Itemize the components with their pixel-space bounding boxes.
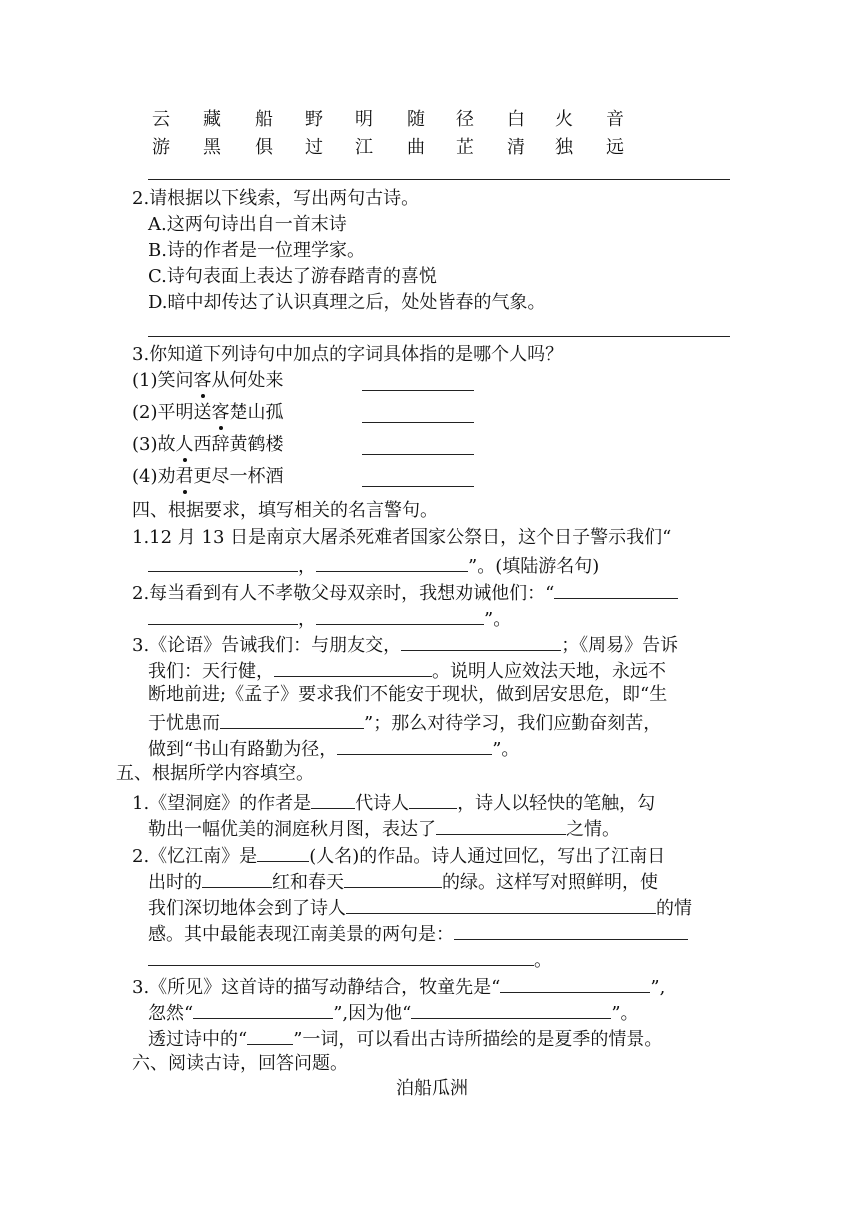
- answer-line[interactable]: [148, 336, 730, 337]
- char: 黑: [203, 137, 221, 158]
- answer-blank[interactable]: [411, 1000, 611, 1019]
- char: 藏: [203, 109, 221, 130]
- char: 游: [152, 137, 170, 158]
- char: 远: [606, 137, 624, 158]
- s5-q1-line1: 1.《望洞庭》的作者是 代诗人 ，诗人以轻快的笔触，勾: [132, 790, 655, 815]
- s4-q2-line1: 2.每当看到有人不孝敬父母双亲时，我想劝诫他们：“: [132, 580, 678, 605]
- q2-clue-b: B.诗的作者是一位理学家。: [148, 240, 365, 261]
- section-4-heading: 四、根据要求，填写相关的名言警句。: [132, 500, 438, 521]
- q2-title: 2.请根据以下线索，写出两句古诗。: [132, 188, 420, 209]
- answer-blank[interactable]: [500, 974, 650, 993]
- s5-q2-line2: 出时的 红和春天 的绿。这样写对照鲜明，使: [148, 869, 658, 894]
- char: 野: [305, 109, 323, 130]
- answer-blank[interactable]: [274, 658, 432, 677]
- char: 白: [507, 109, 525, 130]
- answer-blank[interactable]: [316, 553, 468, 572]
- answer-blank[interactable]: [148, 606, 298, 625]
- s5-q3-line3: 透过诗中的“ ”一词，可以看出古诗所描绘的是夏季的情景。: [148, 1026, 662, 1051]
- char: 船: [255, 109, 273, 130]
- answer-blank[interactable]: [344, 869, 442, 888]
- char: 江: [355, 137, 373, 158]
- s4-q1-line1: 1.12 月 13 日是南京大屠杀死难者国家公祭日，这个日子警示我们“: [132, 527, 672, 548]
- answer-blank[interactable]: [247, 1026, 293, 1045]
- char: 音: [606, 109, 624, 130]
- q2-clue-d: D.暗中却传达了认识真理之后，处处皆春的气象。: [148, 292, 546, 313]
- q3-item-1: (1)笑问客从何处来: [132, 370, 284, 391]
- char: 独: [555, 137, 573, 158]
- answer-blank[interactable]: [316, 606, 484, 625]
- answer-blank[interactable]: [202, 869, 272, 888]
- char: 曲: [407, 137, 425, 158]
- answer-blank[interactable]: [311, 790, 355, 809]
- q2-clue-c: C.诗句表面上表达了游春踏青的喜悦: [148, 266, 437, 287]
- s5-q1-line2: 勒出一幅优美的洞庭秋月图，表达了 之情。: [148, 816, 620, 841]
- answer-blank[interactable]: [362, 454, 474, 455]
- s4-q3-line2: 我们：天行健， 。说明人应效法天地，永远不: [148, 658, 666, 683]
- char: 明: [355, 109, 373, 130]
- answer-blank[interactable]: [362, 486, 474, 487]
- answer-blank[interactable]: [401, 632, 561, 651]
- s5-q2-line4: 感。其中最能表现江南美景的两句是：: [148, 921, 688, 946]
- answer-blank[interactable]: [346, 895, 656, 914]
- answer-line[interactable]: [148, 179, 730, 180]
- char: 芷: [456, 137, 474, 158]
- char: 过: [305, 137, 323, 158]
- s4-q1-line2: ， ”。(填陆游名句): [148, 553, 599, 578]
- answer-blank[interactable]: [257, 843, 309, 862]
- section-5-heading: 五、根据所学内容填空。: [116, 763, 314, 784]
- s4-q3-line5: 做到“书山有路勤为径， ”。: [148, 736, 519, 761]
- s5-q2-line3: 我们深切地体会到了诗人 的情: [148, 895, 692, 920]
- q3-title: 3.你知道下列诗句中加点的字词具体指的是哪个人吗？: [132, 344, 564, 365]
- s5-q3-line1: 3.《所见》这首诗的描写动静结合，牧童先是“ ”,: [132, 974, 665, 999]
- answer-blank[interactable]: [409, 790, 457, 809]
- answer-blank[interactable]: [337, 736, 492, 755]
- q2-clue-a: A.这两句诗出自一首末诗: [148, 214, 347, 235]
- answer-blank[interactable]: [193, 1000, 333, 1019]
- char: 云: [152, 109, 170, 130]
- s5-q2-line1: 2.《忆江南》是 (人名)的作品。诗人通过回忆，写出了江南日: [132, 843, 665, 868]
- answer-blank[interactable]: [436, 816, 566, 835]
- char: 火: [555, 109, 573, 130]
- s4-q2-line2: ， ”。: [148, 606, 511, 631]
- answer-blank[interactable]: [454, 921, 688, 940]
- answer-blank[interactable]: [148, 553, 298, 572]
- answer-blank[interactable]: [148, 947, 534, 966]
- answer-blank[interactable]: [554, 580, 678, 599]
- s4-q3-line4: 于忧患而 ”；那么对待学习，我们应勤奋刻苦，: [148, 710, 661, 735]
- section-6-heading: 六、阅读古诗，回答问题。: [132, 1053, 348, 1074]
- s4-q3-line1: 3.《论语》告诫我们：与朋友交， ；《周易》告诉: [132, 632, 678, 657]
- q3-item-2: (2)平明送客楚山孤: [132, 402, 284, 423]
- answer-blank[interactable]: [220, 710, 364, 729]
- char: 俱: [255, 137, 273, 158]
- answer-blank[interactable]: [362, 390, 474, 391]
- s4-q3-line3: 断地前进;《孟子》要求我们不能安于现状，做到居安思危，即“生: [148, 684, 668, 705]
- answer-blank[interactable]: [362, 422, 474, 423]
- q3-item-4: (4)劝君更尽一杯酒: [132, 466, 284, 487]
- char: 随: [407, 109, 425, 130]
- s5-q3-line2: 忽然“ ”,因为他“ ”。: [148, 1000, 639, 1025]
- poem-title: 泊船瓜洲: [396, 1078, 468, 1099]
- char: 清: [507, 137, 525, 158]
- char: 径: [456, 109, 474, 130]
- q3-item-3: (3)故人西辞黄鹤楼: [132, 434, 284, 455]
- s5-q2-line5: 。: [148, 947, 552, 972]
